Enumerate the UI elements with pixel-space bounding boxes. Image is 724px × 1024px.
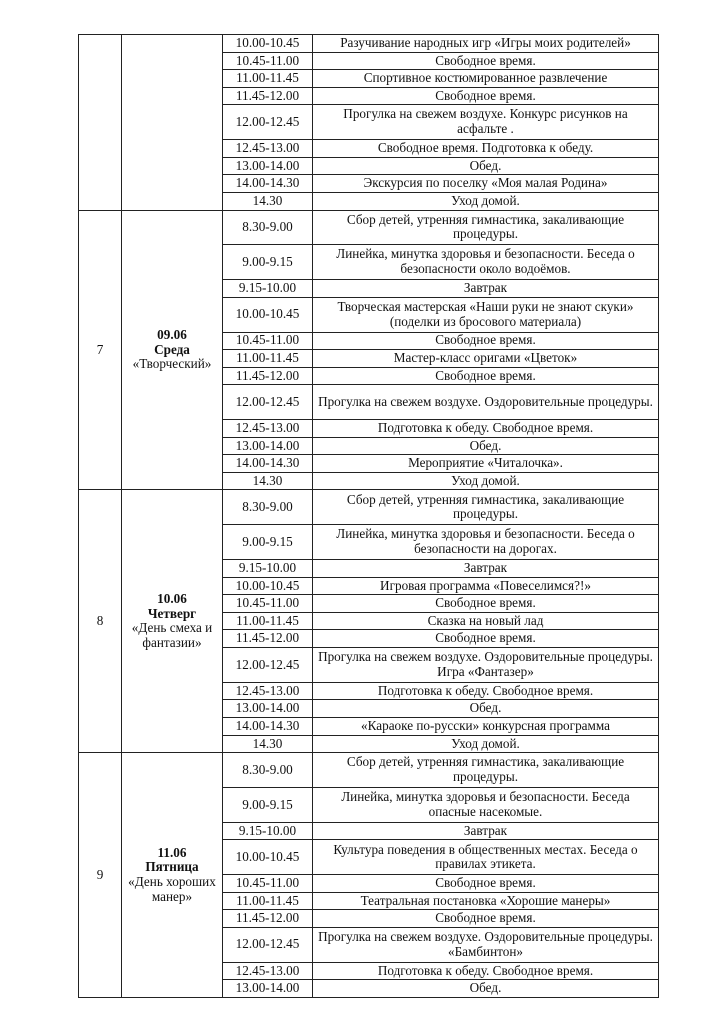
activity-cell: Сбор детей, утренняя гимнастика, закаливающие процедуры. [313,753,659,788]
time-cell: 11.45-12.00 [223,367,313,385]
day-theme: «День хороших манер» [128,874,216,904]
day-info [122,210,223,490]
time-cell: 12.45-13.00 [223,682,313,700]
time-cell: 10.00-10.45 [223,297,313,332]
activity-cell: Спортивное костюмированное развлечение [313,70,659,88]
time-cell: 10.00-10.45 [223,35,313,53]
time-cell: 11.00-11.45 [223,612,313,630]
schedule-row [79,753,659,788]
activity-cell: Культура поведения в общественных местах. Беседа о правилах этикета. [313,840,659,875]
activity-cell: Свободное время. [313,87,659,105]
time-cell: 8.30-9.00 [223,753,313,788]
time-cell: 10.45-11.00 [223,332,313,350]
activity-cell: Линейка, минутка здоровья и безопасности. Беседа о безопасности около водоёмов. [313,245,659,280]
activity-cell: Свободное время. [313,595,659,613]
activity-cell: Свободное время. [313,875,659,893]
time-cell: 8.30-9.00 [223,210,313,245]
day-theme: «День смеха и фантазии» [131,620,213,651]
activity-cell: Мастер-класс оригами «Цветок» [313,350,659,368]
activity-cell: Прогулка на свежем воздухе. Оздоровительные процедуры. [313,385,659,420]
day-date: 10.06 [157,590,187,606]
activity-cell: Прогулка на свежем воздухе. Оздоровительные процедуры. «Бамбинтон» [313,927,659,962]
time-cell: 9.15-10.00 [223,560,313,578]
schedule-body [79,35,659,998]
day-number: 9 [79,753,122,998]
day-info [122,490,223,753]
time-cell: 14.30 [223,192,313,210]
time-cell: 12.00-12.45 [223,927,313,962]
time-cell: 9.00-9.15 [223,525,313,560]
activity-cell: Завтрак [313,822,659,840]
activity-cell: Линейка, минутка здоровья и безопасности. Беседа опасные насекомые. [313,788,659,823]
day-number: 7 [79,210,122,490]
schedule-row [79,210,659,245]
time-cell: 11.00-11.45 [223,70,313,88]
schedule-row [79,35,659,53]
day-info [122,753,223,998]
time-cell: 14.00-14.30 [223,455,313,473]
activity-cell: Свободное время. [313,332,659,350]
activity-cell: Уход домой. [313,192,659,210]
time-cell: 14.30 [223,472,313,490]
day-date: 09.06 [157,326,187,342]
time-cell: 9.15-10.00 [223,280,313,298]
activity-cell: Уход домой. [313,735,659,753]
time-cell: 12.00-12.45 [223,385,313,420]
time-cell: 14.00-14.30 [223,175,313,193]
time-cell: 10.45-11.00 [223,52,313,70]
activity-cell: Подготовка к обеду. Свободное время. [313,682,659,700]
day-date: 11.06 [157,844,187,860]
time-cell: 9.15-10.00 [223,822,313,840]
time-cell: 14.00-14.30 [223,718,313,736]
activity-cell: Подготовка к обеду. Свободное время. [313,420,659,438]
activity-cell: Прогулка на свежем воздухе. Конкурс рисунков на асфальте . [313,105,659,140]
time-cell: 9.00-9.15 [223,245,313,280]
time-cell: 14.30 [223,735,313,753]
activity-cell: Сбор детей, утренняя гимнастика, закаливающие процедуры. [313,210,659,245]
time-cell: 12.00-12.45 [223,105,313,140]
time-cell: 11.00-11.45 [223,350,313,368]
day-week: Четверг [147,605,197,621]
day-number [79,35,122,211]
time-cell: 11.45-12.00 [223,630,313,648]
activity-cell: Обед. [313,437,659,455]
activity-cell: Завтрак [313,280,659,298]
time-cell: 10.00-10.45 [223,840,313,875]
activity-cell: Свободное время. [313,630,659,648]
activity-cell: Подготовка к обеду. Свободное время. [313,962,659,980]
activity-cell: Уход домой. [313,472,659,490]
time-cell: 13.00-14.00 [223,700,313,718]
activity-cell: Свободное время. [313,910,659,928]
time-cell: 13.00-14.00 [223,437,313,455]
time-cell: 11.45-12.00 [223,910,313,928]
schedule-row [79,490,659,525]
time-cell: 13.00-14.00 [223,980,313,998]
time-cell: 12.45-13.00 [223,420,313,438]
activity-cell: Сбор детей, утренняя гимнастика, закаливающие процедуры. [313,490,659,525]
time-cell: 11.00-11.45 [223,892,313,910]
activity-cell: Мероприятие «Читалочка». [313,455,659,473]
activity-cell: Разучивание народных игр «Игры моих родителей» [313,35,659,53]
day-week: Пятница [145,859,199,875]
time-cell: 10.45-11.00 [223,875,313,893]
activity-cell: Обед. [313,700,659,718]
day-week: Среда [154,341,190,357]
time-cell: 12.00-12.45 [223,648,313,683]
activity-cell: Обед. [313,157,659,175]
activity-cell: Обед. [313,980,659,998]
activity-cell: Сказка на новый лад [313,612,659,630]
time-cell: 13.00-14.00 [223,157,313,175]
time-cell: 10.45-11.00 [223,595,313,613]
activity-cell: «Караоке по-русски» конкурсная программа [313,718,659,736]
activity-cell: Завтрак [313,560,659,578]
time-cell: 8.30-9.00 [223,490,313,525]
time-cell: 9.00-9.15 [223,788,313,823]
day-number: 8 [79,490,122,753]
time-cell: 11.45-12.00 [223,87,313,105]
activity-cell: Игровая программа «Повеселимся?!» [313,577,659,595]
time-cell: 10.00-10.45 [223,577,313,595]
activity-cell: Свободное время. [313,52,659,70]
day-info [122,35,223,211]
activity-cell: Свободное время. [313,367,659,385]
activity-cell: Свободное время. Подготовка к обеду. [313,140,659,158]
activity-cell: Творческая мастерская «Наши руки не знают скуки» (поделки из бросового материала) [313,297,659,332]
schedule-table [78,34,659,998]
activity-cell: Театральная постановка «Хорошие манеры» [313,892,659,910]
activity-cell: Прогулка на свежем воздухе. Оздоровительные процедуры. Игра «Фантазер» [313,648,659,683]
time-cell: 12.45-13.00 [223,140,313,158]
time-cell: 12.45-13.00 [223,962,313,980]
day-theme: «Творческий» [132,356,212,372]
activity-cell: Экскурсия по поселку «Моя малая Родина» [313,175,659,193]
activity-cell: Линейка, минутка здоровья и безопасности. Беседа о безопасности на дорогах. [313,525,659,560]
